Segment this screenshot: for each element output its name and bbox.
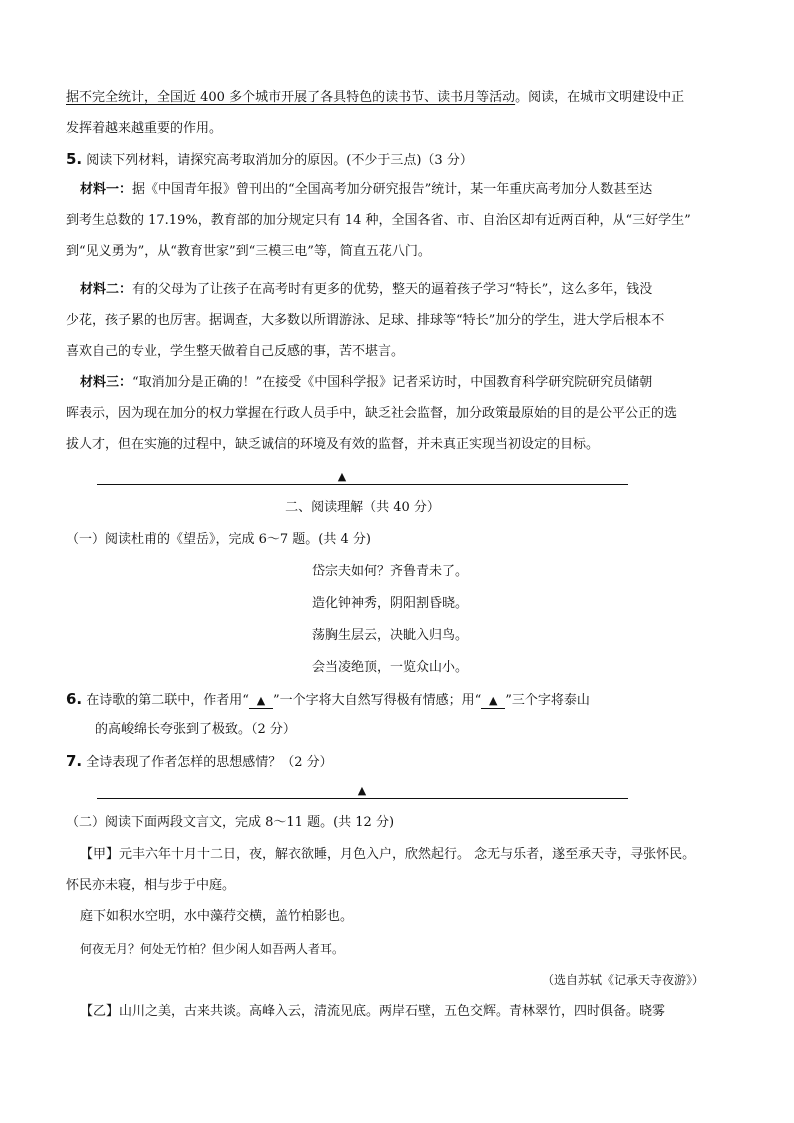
intro-line-1-rest: 。阅读，在城市文明建设中正: [515, 90, 685, 105]
question-7: [66, 751, 333, 773]
poem-line-3: 荡胸生层云，决眦入归鸟。: [312, 628, 469, 643]
question-7-text: 全诗表现了作者怎样的思想感情？（2 分）: [86, 755, 333, 770]
material-1-line-2: 到考生总数的 17.19%，教育部的加分规定只有 14 种，全国各省、市、自治区却有近两百种，从“三好学生”: [66, 213, 691, 228]
material-2-label: 材料二：: [80, 282, 133, 297]
jia-source: （选自苏轼《记承天寺夜游》）: [542, 973, 705, 987]
jia-line-3: 庭下如积水空明，水中藻荇交横，盖竹柏影也。: [80, 909, 354, 924]
poem-line-4: 会当凌绝顶，一览众山小。: [312, 660, 469, 675]
jia-line-2: 怀民亦未寝，相与步于中庭。: [66, 878, 236, 893]
answer-line-5: [97, 484, 628, 485]
section-2-heading: 二、阅读理解（共 40 分）: [285, 500, 440, 515]
material-3-text-1: “取消加分是正确的！”在接受《中国科学报》记者采访时，中国教育科学研究院研究员储朝: [132, 375, 653, 390]
part-1-intro: （一）阅读杜甫的《望岳》，完成 6～7 题。(共 4 分): [66, 532, 371, 547]
question-6-number: 6.: [66, 690, 83, 708]
material-3-label: 材料三：: [80, 375, 133, 390]
intro-line-1: [66, 88, 684, 108]
material-1-line-1: [80, 180, 652, 200]
material-1-line-3: 到“见义勇为”，从“教育世家”到“三模三电”等，简直五花八门。: [66, 244, 431, 259]
question-7-number: 7.: [66, 752, 83, 770]
question-6: [66, 689, 590, 711]
question-5: [66, 149, 473, 171]
yi-line-1: 【乙】山川之美，古来共谈。高峰入云，清流见底。两岸石壁，五色交辉。青林翠竹，四时俱备。晓雾: [80, 1004, 666, 1019]
material-1-text-1: 据《中国青年报》曾刊出的“全国高考加分研究报告”统计，某一年重庆高考加分人数甚至达: [132, 182, 653, 197]
answer-line-7: [97, 798, 628, 799]
jia-line-1: 【甲】元丰六年十月十二日，夜，解衣欲睡，月色入户，欣然起行。 念无与乐者，遂至承天寺，寻张怀民。: [80, 847, 696, 862]
question-6-blank-2: ▲: [481, 694, 505, 709]
material-2-line-3: 喜欢自己的专业，学生整天做着自己反感的事，苦不堪言。: [66, 344, 405, 359]
answer-mark-5: ▲: [337, 470, 347, 483]
material-2-line-1: [80, 280, 652, 300]
material-3-line-3: 拔人才，但在实施的过程中，缺乏诚信的环境及有效的监督，并未真正实现当初设定的目标。: [66, 437, 600, 452]
question-5-number: 5.: [66, 150, 83, 168]
material-2-line-2: 少花，孩子累的也厉害。据调查，大多数以所谓游泳、足球、排球等“特长”加分的学生，进大学后根本不: [66, 313, 665, 328]
material-3-line-2: 晖表示，因为现在加分的权力掌握在行政人员手中，缺乏社会监督，加分政策最原始的目的是公平公正的选: [66, 406, 678, 421]
jia-line-4: 何夜无月？何处无竹柏？但少闲人如吾两人者耳。: [80, 942, 345, 956]
poem-line-1: 岱宗夫如何？齐鲁青未了。: [312, 564, 469, 579]
question-6-text-b: ”一个字将大自然写得极有情感；用“: [272, 693, 482, 708]
poem-line-2: 造化钟神秀，阴阳割昏晓。: [312, 596, 469, 611]
material-1-label: 材料一：: [80, 182, 133, 197]
intro-line-2: 发挥着越来越重要的作用。: [66, 121, 223, 136]
question-6-text-a: 在诗歌的第二联中，作者用“: [86, 693, 249, 708]
material-2-text-1: 有的父母为了让孩子在高考时有更多的优势，整天的逼着孩子学习“特长”，这么多年，钱没: [132, 282, 653, 297]
intro-underlined-text: 据不完全统计，全国近 400 多个城市开展了各具特色的读书节、读书月等活动: [66, 90, 516, 105]
part-2-intro: （二）阅读下面两段文言文，完成 8～11 题。(共 12 分): [66, 815, 395, 830]
question-6-text-c: ”三个字将泰山: [505, 693, 590, 708]
question-6-line-2: 的高峻绵长夸张到了极致。（2 分）: [95, 722, 296, 737]
answer-mark-7: ▲: [357, 784, 367, 797]
material-3-line-1: [80, 373, 652, 393]
question-5-text: 阅读下列材料，请探究高考取消加分的原因。(不少于三点)（3 分）: [86, 153, 473, 168]
question-6-blank-1: ▲: [249, 694, 273, 709]
